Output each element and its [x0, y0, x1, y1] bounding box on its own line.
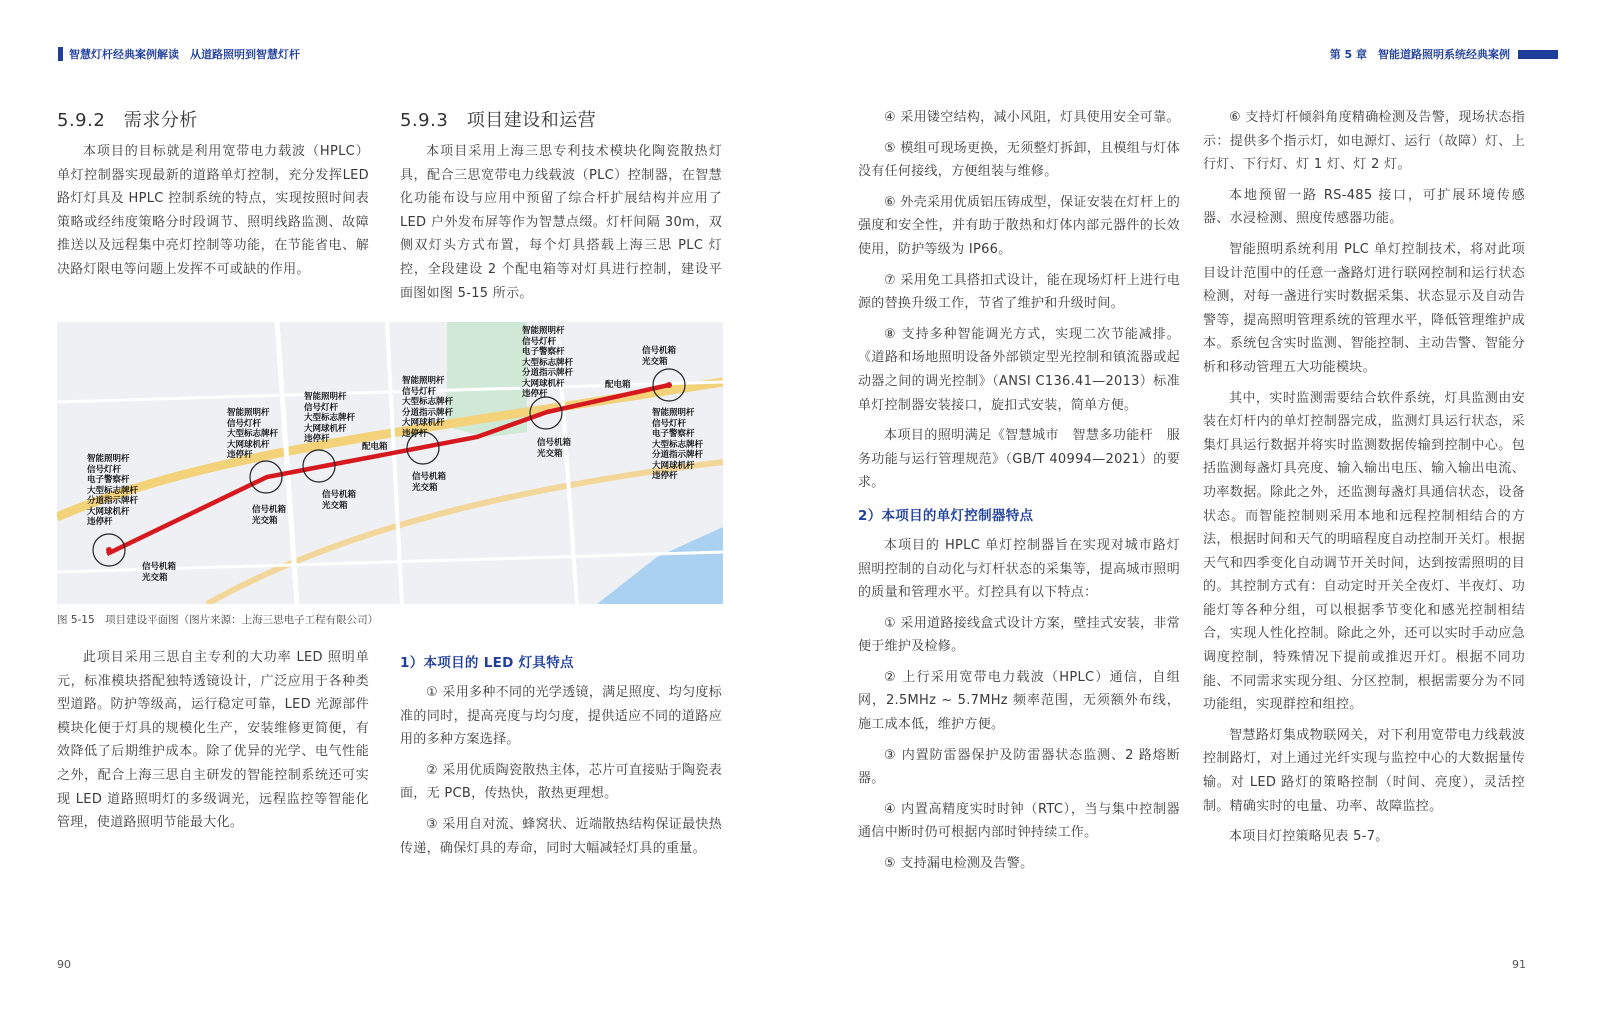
paragraph: 本地预留一路 RS-485 接口，可扩展环境传感器、水浸检测、照度传感器功能。 [1203, 187, 1525, 227]
map-label-10: 智能照明杆 信号灯杆 电子警察杆 大型标志牌杆 分道指示牌杆 大网球机杆 违停杆 [522, 326, 574, 399]
controller-feature-item: ① 采用道路接线盒式设计方案，壁挂式安装，非常便于维护及检修。 [858, 615, 1180, 655]
map-label-11: 信号机箱 光交箱 [537, 438, 572, 459]
map-label-2: 信号机箱 光交箱 [142, 562, 177, 583]
map-label-1: 智能照明杆 信号灯杆 电子警察杆 大型标志牌杆 分道指示牌杆 大网球机杆 违停杆 [87, 454, 139, 527]
map-label-3: 智能照明杆 信号灯杆 大型标志牌杆 大网球机杆 违停杆 [227, 408, 279, 460]
map-label-12: 配电箱 [605, 380, 631, 390]
header-right-text: 第 5 章 智能道路照明系统经典案例 [1329, 48, 1510, 61]
led-feature-item: ③ 采用自对流、蜂窝状、近端散热结构保证最快热传递，确保灯具的寿命，同时大幅减轻灯具的重量。 [400, 816, 722, 856]
section-heading-592: 5.9.2 需求分析 [57, 110, 198, 131]
paragraph-592: 本项目的目标就是利用宽带电力载波（HPLC）单灯控制器实现最新的道路单灯控制，充分发挥LED路灯灯具及 HPLC 控制系统的特点，实现按照时间表策略或经纬度策略分时段调节、照明线路监测、故障推送以及远程集中亮灯控制等功能，在节能省电、解决路灯限电等问题上发挥不可或缺的作用。 [57, 144, 369, 277]
map-label-6: 信号机箱 光交箱 [322, 490, 357, 511]
paragraph: 其中，实时监测需要结合软件系统，灯具监测由安装在灯杆内的单灯控制器完成，监测灯具运行状态，采集灯具运行数据并将实时监测数据传输到控制中心。包括监测每盏灯具亮度、输入输出电压、输入输出电流、功率数据。除此之外，还监测每盏灯具通信状态，设备状态。而智能控制则采用本地和远程控制相结合的方法，根据时间和天气的明暗程度自动控制开关灯。根据天气和四季变化自动调节开关时间，达到按需照明的目的。其控制方式有：自动定时开关全夜灯、半夜灯、功能灯等各种分组，可以根据季节变化和感光控制相结合，实现人性化控制。除此之外，还可以实时手动应急调度控制，特殊情况下提前或推迟开灯。根据不同功能、不同需求实现分组、分区控制，根据需要分为不同功能组，实现群控和组控。 [1203, 390, 1525, 713]
paragraph: 智能照明系统利用 PLC 单灯控制技术，将对此项目设计范围中的任意一盏路灯进行联网控制和运行状态检测，对每一盏进行实时数据采集、状态显示及自动告警等，提高照明管理系统的管理水平，降低管理维护成本。系统包含实时监测、智能控制、主动告警、智能分析和移动管理五大功能模块。 [1203, 241, 1525, 375]
controller-feature-item: ④ 内置高精度实时时钟（RTC），当与集中控制器通信中断时仍可根据内部时钟持续工作。 [858, 801, 1180, 841]
led-feature-item: ⑤ 模组可现场更换，无须整灯拆卸，且模组与灯体没有任何接线，方便组装与维修。 [858, 140, 1180, 180]
paragraph: ⑥ 支持灯杆倾斜角度精确检测及告警，现场状态指示：提供多个指示灯，如电源灯、运行（故障）灯、上行灯、下行灯、灯 1 灯、灯 2 灯。 [1203, 110, 1525, 173]
paragraph-controller-intro: 本项目的 HPLC 单灯控制器旨在实现对城市路灯照明控制的自动化与灯杆状态的采集等，提高城市照明的质量和管理水平。灯控具有以下特点： [858, 537, 1180, 601]
led-feature-item: ④ 采用镂空结构，减小风阻，灯具使用安全可靠。 [884, 110, 1180, 125]
controller-feature-item: ② 上行采用宽带电力载波（HPLC）通信，自组网，2.5MHz ~ 5.7MHz 频率范围，无须额外布线，施工成本低，维护方便。 [858, 669, 1180, 733]
controller-feature-item: ⑤ 支持漏电检测及告警。 [884, 856, 1034, 872]
header-bar-right [1518, 50, 1558, 59]
figure-caption: 图 5-15 项目建设平面图（图片来源：上海三思电子工程有限公司） [57, 614, 379, 626]
section-heading-593: 5.9.3 项目建设和运营 [400, 110, 597, 131]
running-header-right [1330, 46, 1558, 62]
led-feature-item: ② 采用优质陶瓷散热主体，芯片可直接贴于陶瓷表面，无 PCB，传热快，散热更理想。 [400, 762, 722, 802]
paragraph-593: 本项目采用上海三思专利技术模块化陶瓷散热灯具，配合三思宽带电力线载波（PLC）控制器，在智慧化功能布设与应用中预留了综合杆扩展结构并应用了 LED 户外发布屏等作为智慧点缀。灯杆间隔 30m，双侧双灯头方式布置，每个灯具搭载上海三思 PLC 灯控，全段建设 2 个配电箱等对灯具进行控制，建设平面图如图 5-15 所示。 [400, 144, 722, 301]
controller-feature-item: ③ 内置防雷器保护及防雷器状态监测、2 路熔断器。 [858, 747, 1180, 787]
map-label-5: 智能照明杆 信号灯杆 大型标志牌杆 大网球机杆 违停杆 [304, 392, 356, 444]
map-label-14: 智能照明杆 信号灯杆 电子警察杆 大型标志牌杆 分道指示牌杆 大网球机杆 违停杆 [652, 408, 704, 481]
led-feature-item: ⑦ 采用免工具搭扣式设计，能在现场灯杆上进行电源的替换升级工作，节省了维护和升级时间。 [858, 272, 1180, 312]
paragraph: 本项目灯控策略见表 5-7。 [1229, 829, 1389, 845]
left-bottom-column-1 [57, 646, 369, 842]
map-label-13: 信号机箱 光交箱 [642, 346, 677, 367]
subheading-controller-features: 2）本项目的单灯控制器特点 [858, 507, 1034, 524]
led-feature-item: ⑧ 支持多种智能调光方式，实现二次节能减排。《道路和场地照明设备外部锁定型光控制和镇流器或起动器之间的调光控制》（ANSI C136.41—2013）标准单灯控制器安装接口，旋扣式安装，简单方便。 [858, 326, 1180, 413]
right-column-1 [858, 106, 1180, 883]
header-bar-left [58, 47, 63, 61]
subheading-led-features: 1）本项目的 LED 灯具特点 [400, 655, 574, 671]
running-header-left [58, 46, 300, 62]
map-label-9: 信号机箱 光交箱 [412, 472, 447, 493]
page-number-right: 91 [1512, 958, 1526, 971]
map-label-7: 配电箱 [362, 442, 388, 452]
map-label-8: 智能照明杆 信号灯杆 大型标志牌杆 分道指示牌杆 大网球机杆 违停杆 [402, 376, 454, 439]
page-number-left: 90 [57, 958, 71, 971]
paragraph-led-unit: 此项目采用三思自主专利的大功率 LED 照明单元，标准模块搭配独特透镜设计，广泛应用于各种类型道路。防护等级高，运行稳定可靠，LED 光源部件模块化便于灯具的规模化生产，安装维修更简便，有效降低了后期维护成本。除了优异的光学、电气性能之外，配合上海三思自主研发的智能控制系统还可实现 LED 道路照明灯的多级调光，远程监控等智能化管理，使道路照明节能最大化。 [57, 650, 369, 831]
header-left-text: 智慧灯杆经典案例解读 从道路照明到智慧灯杆 [69, 48, 300, 61]
construction-plan-map [57, 322, 723, 604]
paragraph-standard: 本项目的照明满足《智慧城市 智慧多功能杆 服务功能与运行管理规范》（GB/T 40994—2021）的要求。 [858, 428, 1180, 491]
map-label-4: 信号机箱 光交箱 [252, 505, 287, 526]
led-feature-item: ⑥ 外壳采用优质铝压铸成型，保证安装在灯杆上的强度和安全性，并有助于散热和灯体内部元器件的长效使用，防护等级为 IP66。 [858, 194, 1180, 257]
left-column-1 [57, 108, 369, 289]
right-column-2 [1203, 106, 1525, 856]
left-column-2 [400, 108, 722, 312]
paragraph: 智慧路灯集成物联网关，对下利用宽带电力线载波控制路灯，对上通过光纤实现与监控中心的大数据量传输。对 LED 路灯的策略控制（时间、亮度），灵活控制。精确实时的电量、功率、故障监控。 [1203, 727, 1525, 814]
left-bottom-column-2 [400, 646, 722, 867]
led-feature-item: ① 采用多种不同的光学透镜，满足照度、均匀度标准的同时，提高亮度与均匀度，提供适应不同的道路应用的多种方案选择。 [400, 685, 722, 748]
